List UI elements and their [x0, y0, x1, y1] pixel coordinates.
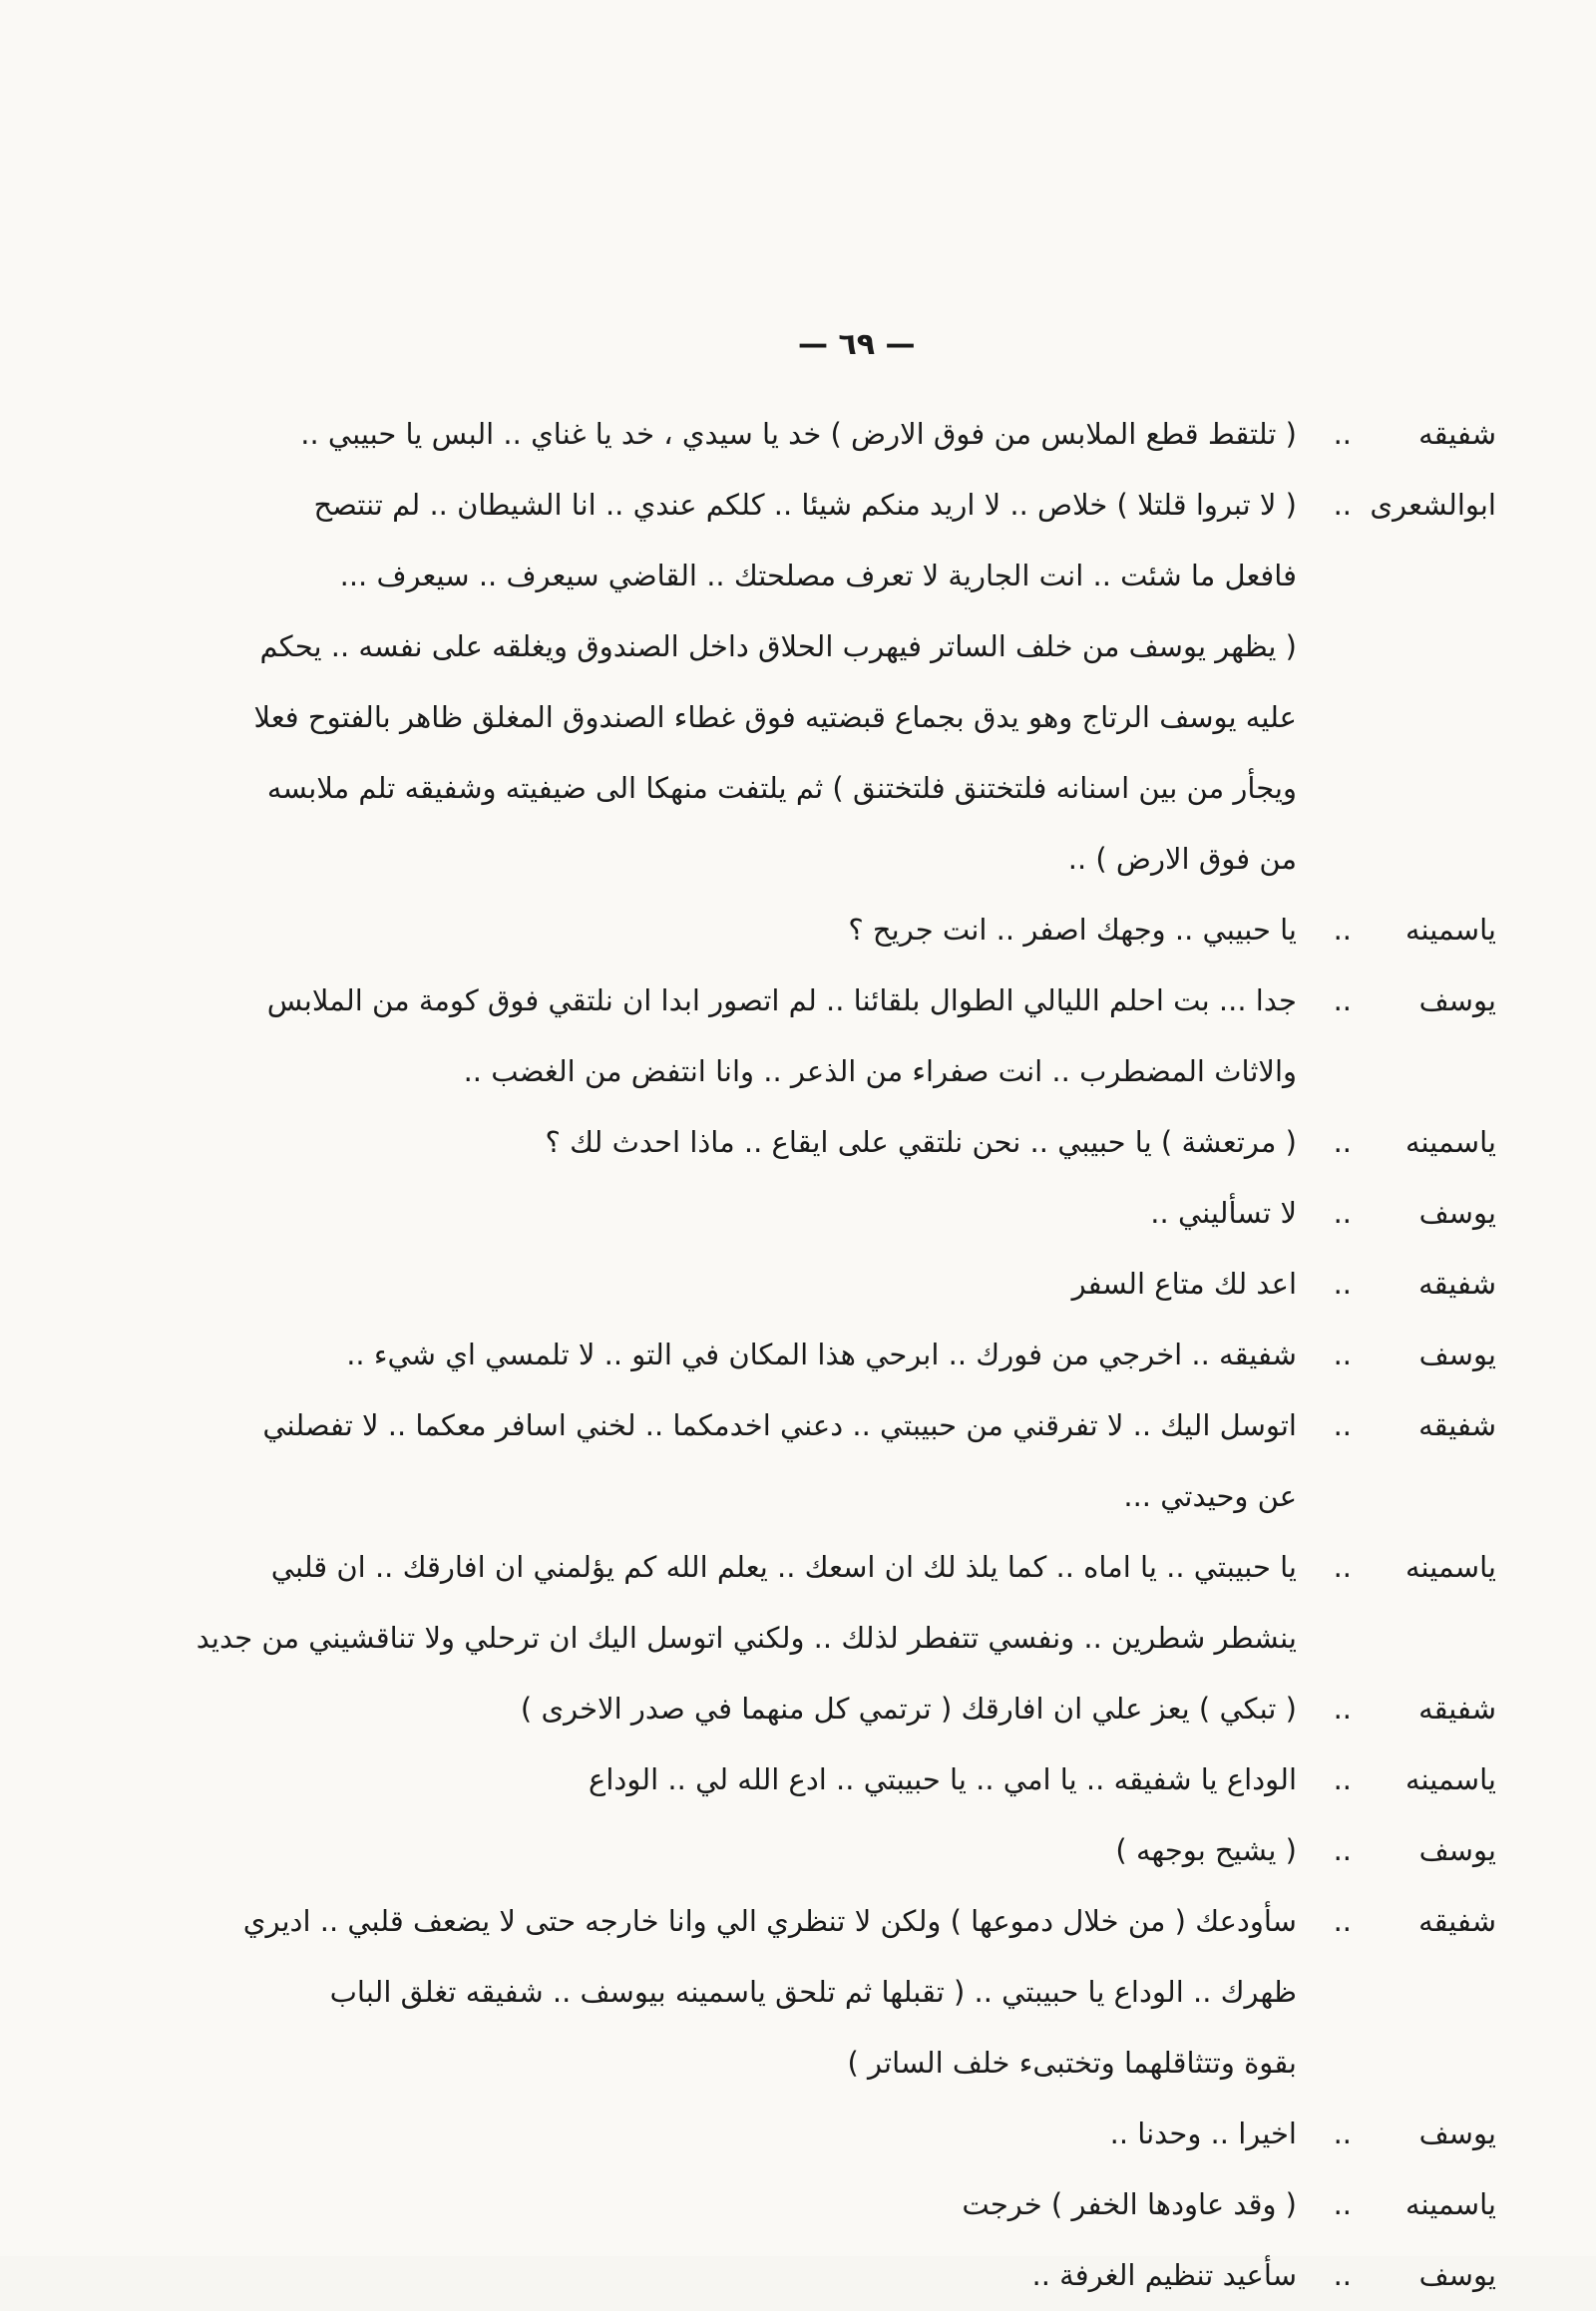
- speaker-name: ياسمينه: [1404, 913, 1496, 947]
- script-line: [160, 1815, 1496, 1886]
- speaker-name: ياسمينه: [1404, 2187, 1496, 2221]
- script-line: [160, 965, 1496, 1036]
- script-line: [160, 753, 1496, 824]
- speaker-separator: ..: [1333, 1125, 1352, 1159]
- dialogue-text: ويجأر من بين اسنانه فلتختنق فلتختنق ) ثم يلتفت منهكا الى ضيفيته وشفيقه تلم ملابسه: [266, 771, 1297, 805]
- speaker-separator: ..: [1333, 1904, 1352, 1938]
- speaker-name: شفيقه: [1418, 1692, 1496, 1726]
- script-line: [160, 2240, 1496, 2311]
- speaker-separator: ..: [1333, 1550, 1352, 1584]
- script-line: [160, 1461, 1496, 1532]
- page-number: — ٦٩ —: [798, 327, 916, 362]
- speaker-name: يوسف: [1418, 2258, 1496, 2292]
- dialogue-text: لا تسأليني ..: [1150, 1196, 1297, 1230]
- speaker-name: شفيقه: [1418, 1904, 1496, 1938]
- speaker-separator: ..: [1333, 1338, 1352, 1371]
- dialogue-text: من فوق الارض ) ..: [1067, 842, 1297, 876]
- script-line: [160, 1036, 1496, 1107]
- dialogue-text: عليه يوسف الرتاج وهو يدق بجماع قبضتيه فوق غطاء الصندوق المغلق ظاهر بالفتوح فعلا: [253, 700, 1297, 734]
- speaker-separator: ..: [1333, 1833, 1352, 1867]
- speaker-name: ابوالشعرى: [1370, 488, 1496, 522]
- dialogue-text: ظهرك .. الوداع يا حبيبتي .. ( تقبلها ثم تلحق ياسمينه بيوسف .. شفيقه تغلق الباب: [329, 1975, 1297, 2009]
- script-line: [160, 1603, 1496, 1674]
- dialogue-text: يا حبيبي .. وجهك اصفر .. انت جريح ؟: [848, 913, 1297, 947]
- speaker-name: شفيقه: [1418, 417, 1496, 451]
- dialogue-text: يا حبيبتي .. يا اماه .. كما يلذ لك ان اسعك .. يعلم الله كم يؤلمني ان افارقك .. ان قلبي: [270, 1550, 1297, 1584]
- speaker-separator: ..: [1333, 488, 1352, 522]
- speaker-separator: ..: [1333, 1267, 1352, 1301]
- script-line: [160, 1320, 1496, 1390]
- dialogue-text: اخيرا .. وحدنا ..: [1109, 2117, 1297, 2150]
- speaker-separator: ..: [1333, 1408, 1352, 1442]
- dialogue-text: ( تبكي ) يعز علي ان افارقك ( ترتمي كل منهما في صدر الاخرى ): [520, 1692, 1297, 1726]
- dialogue-text: والاثاث المضطرب .. انت صفراء من الذعر .. وانا انتفض من الغضب ..: [463, 1054, 1297, 1088]
- script-line: [160, 1178, 1496, 1249]
- speaker-separator: ..: [1333, 1196, 1352, 1230]
- speaker-name: شفيقه: [1418, 1267, 1496, 1301]
- dialogue-text: عن وحيدتي ...: [1123, 1479, 1297, 1513]
- speaker-separator: ..: [1333, 417, 1352, 451]
- speaker-name: يوسف: [1418, 1196, 1496, 1230]
- script-line: [160, 1674, 1496, 1744]
- script-line: [160, 1744, 1496, 1815]
- script-line: [160, 1107, 1496, 1178]
- speaker-name: يوسف: [1418, 1833, 1496, 1867]
- speaker-name: ياسمينه: [1404, 1550, 1496, 1584]
- script-line: [160, 682, 1496, 753]
- dialogue-text: اتوسل اليك .. لا تفرقني من حبيبتي .. دعني اخدمكما .. لخني اسافر معكما .. لا تفصلني: [262, 1408, 1297, 1442]
- dialogue-text: ( يظهر يوسف من خلف الساتر فيهرب الحلاق داخل الصندوق ويغلقه على نفسه .. يحكم: [259, 629, 1297, 663]
- speaker-name: شفيقه: [1418, 1408, 1496, 1442]
- script-line: [160, 2169, 1496, 2240]
- script-line: [160, 399, 1496, 470]
- script-line: [160, 1249, 1496, 1320]
- dialogue-text: ( وقد عاودها الخفر ) خرجت: [962, 2187, 1297, 2221]
- dialogue-text: الوداع يا شفيقه .. يا امي .. يا حبيبتي .. ادع الله لي .. الوداع: [589, 1762, 1297, 1796]
- speaker-separator: ..: [1333, 913, 1352, 947]
- script-line: [160, 1886, 1496, 1957]
- speaker-name: ياسمينه: [1404, 1762, 1496, 1796]
- script-line: [160, 1532, 1496, 1603]
- speaker-name: يوسف: [1418, 2117, 1496, 2150]
- dialogue-text: ( مرتعشة ) يا حبيبي .. نحن نلتقي على ايقاع .. ماذا احدث لك ؟: [545, 1125, 1297, 1159]
- speaker-separator: ..: [1333, 2117, 1352, 2150]
- dialogue-text: سأودعك ( من خلال دموعها ) ولكن لا تنظري الي وانا خارجه حتى لا يضعف قلبي .. اديري: [242, 1904, 1297, 1938]
- script-body: [160, 399, 1496, 2311]
- speaker-name: يوسف: [1418, 983, 1496, 1017]
- speaker-name: ياسمينه: [1404, 1125, 1496, 1159]
- dialogue-text: سأعيد تنظيم الغرفة ..: [1031, 2258, 1297, 2292]
- script-line: [160, 1390, 1496, 1461]
- script-line: [160, 470, 1496, 541]
- script-line: [160, 2099, 1496, 2169]
- dialogue-text: اعد لك متاع السفر: [1071, 1267, 1297, 1301]
- speaker-separator: ..: [1333, 1762, 1352, 1796]
- script-line: [160, 611, 1496, 682]
- speaker-separator: ..: [1333, 2187, 1352, 2221]
- script-line: [160, 1957, 1496, 2028]
- script-line: [160, 541, 1496, 611]
- script-line: [160, 824, 1496, 895]
- dialogue-text: فافعل ما شئت .. انت الجارية لا تعرف مصلحتك .. القاضي سيعرف .. سيعرف ...: [339, 559, 1297, 592]
- dialogue-text: ينشطر شطرين .. ونفسي تتفطر لذلك .. ولكني اتوسل اليك ان ترحلي ولا تناقشيني من جديد: [196, 1621, 1297, 1655]
- script-line: [160, 895, 1496, 965]
- dialogue-text: ( تلتقط قطع الملابس من فوق الارض ) خد يا سيدي ، خد يا غناي .. البس يا حبيبي ..: [300, 417, 1297, 451]
- script-line: [160, 2028, 1496, 2099]
- speaker-name: يوسف: [1418, 1338, 1496, 1371]
- dialogue-text: ( يشيح بوجهه ): [1115, 1833, 1297, 1867]
- speaker-separator: ..: [1333, 2258, 1352, 2292]
- speaker-separator: ..: [1333, 983, 1352, 1017]
- dialogue-text: جدا ... بت احلم الليالي الطوال بلقائنا .. لم اتصور ابدا ان نلتقي فوق كومة من الملابس: [266, 983, 1297, 1017]
- dialogue-text: شفيقه .. اخرجي من فورك .. ابرحي هذا المكان في التو .. لا تلمسي اي شيء ..: [346, 1338, 1297, 1371]
- dialogue-text: ( لا تبروا قلتلا ) خلاص .. لا اريد منكم شيئا .. كلكم عندي .. انا الشيطان .. لم تنتصح: [313, 488, 1297, 522]
- dialogue-text: بقوة وتتثاقلهما وتختبىء خلف الساتر ): [847, 2046, 1297, 2080]
- speaker-separator: ..: [1333, 1692, 1352, 1726]
